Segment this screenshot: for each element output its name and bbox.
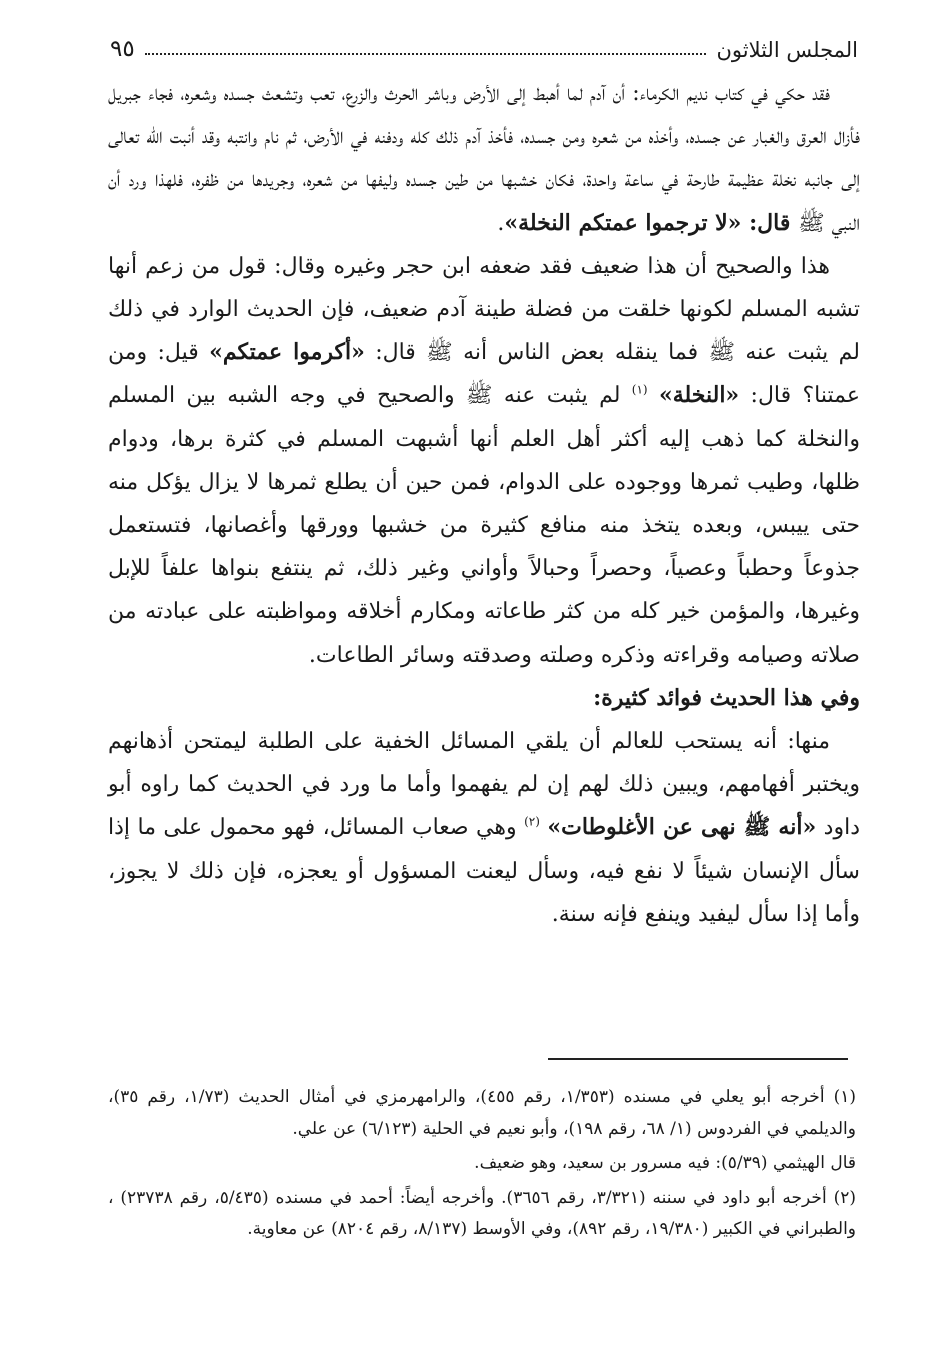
paragraph-3 [108,720,860,936]
hadith-quote-4: «أنه ﷺ نهى عن الأغلوطات» [547,814,817,841]
paragraph-1 [108,72,860,245]
paragraph-2-text-b: قيل: ومن عمتنا؟ قال: [108,340,860,409]
footnote-1: (١) أخرجه أبو يعلي في مسنده (١/٣٥٣، رقم ٤٥٥)، والرامهرمزي في أمثال الحديث (١/٧٣، رقم ٣٥)، والديلمي في الفردوس (١/ ٦٨، رقم ١٩٨)، وأبو نعيم في الحلية (٦/١٢٣) عن علي. [108,1087,856,1139]
paragraph-1-end: . [497,210,505,236]
section-heading: وفي هذا الحديث فوائد كثيرة: [593,684,860,711]
hadith-quote-1: «لا ترجموا عمتكم النخلة» [504,209,742,236]
hadith-quote-3: «النخلة» [658,382,740,409]
main-text [108,72,860,936]
paragraph-3-text-a: منها: أنه يستحب للعالم أن يلقي المسائل الخفية على الطلبة ليمتحن أذهانهم ويختبر أفهامهم، ويبين ذلك لهم إن لم يفهموا وأما ما ورد في الحديث كما راوه أبو داود [108,729,860,841]
hadith-quote-2: «أكرموا عمتكم» [209,339,365,366]
chapter-title: المجلس الثلاثون [716,38,858,62]
paragraph-2 [108,245,860,677]
footnote-2: (٢) أخرجه أبو داود في سننه (٣/٣٢١، رقم ٣٦٥٦). وأخرجه أيضاً: أحمد في مسنده (٥/٤٣٥، رقم ٢٣٧٣٨) ، والطبراني في الكبير (١٩/٣٨٠، رقم ٨٩٢)، وفي الأوسط (٨/١٣٧، رقم ٨٢٠٤) عن معاوية. [108,1187,857,1239]
paragraph-1-text: فقد حكي في كتاب نديم الكرماء: أن آدم لما أهبط إلى الأرض وباشر الحرث والزرع، تعب وتشعث جسده وشعره، فجاء جبريل فأزال العرق والغبار عن جسده، وأخذه من شعره ومن جسده، فأخذ آدم ذلك كله ودفنه في الأرض، ثم نام وانتبه وقد أنبت الله تعالى إلى جانبه نخلة عظيمة طارحة في ساعة واحدة، فكان خشبها من طين جسده وليفها من شعره، وجريدها من ظفره، فلهذا ورد أن النبي ﷺ [108,81,860,236]
paragraph-2-text-c: لم يثبت عنه ﷺ والصحيح في وجه الشبه بين المسلم والنخلة كما ذهب إليه أكثر أهل العلم أنها أشبهت المسلم في كثرة برها، ودوام ظلها، وطيب ثمرها ووجوده على الدوام، فمن حين أن يطلع ثمرها لا يزال يؤكل منه حتى ييبس، وبعده يتخذ منه منافع كثيرة من خشبها وورقها وأغصانها، فتستعمل جذوعاً وحطباً وعصياً، وحصراً وحبالاً وأواني وغير ذلك، ثم ينتفع بنواها علفاً للإبل وغيرها، والمؤمن خير كله من كثر طاعاته ومكارم أخلاقه ومواظبته على عبادته من صلاته وصيامه وقراءته وذكره وصلته وصدقته وسائر الطاعات. [108,383,860,668]
footnotes [108,1082,856,1249]
paragraph-2-text-a: هذا والصحيح أن هذا ضعيف فقد ضعفه ابن حجر وغيره وقال: قول من زعم أنها تشبه المسلم لكونها خلقت من فضلة طينة آدم ضعيف، فإن الحديث الوارد في ذلك لم يثبت عنه ﷺ فما ينقله بعض الناس أنه ﷺ قال: [108,253,860,366]
running-header [110,32,858,62]
header-dotted-leader [145,53,707,55]
paragraph-1-qal: قال: [741,209,799,236]
footnote-separator [548,1058,848,1060]
page-number: ٩٥ [110,36,135,62]
paragraph-3-text-b: وهي صعاب المسائل، فهو محمول على ما إذا سأل الإنسان شيئاً لا نفع فيه، وسأل ليعنت المسؤول أو يعجزه، فإن ذلك لا يجوز، وأما إذا سأل ليفيد وينفع فإنه سنة. [108,815,860,927]
footnote-1-note: قال الهيثمي (٥/٣٩): فيه مسرور بن سعيد، وهو ضعيف. [474,1153,856,1173]
footnote-ref-1[interactable]: (١) [631,383,648,398]
footnote-ref-2[interactable]: (٢) [524,815,540,830]
